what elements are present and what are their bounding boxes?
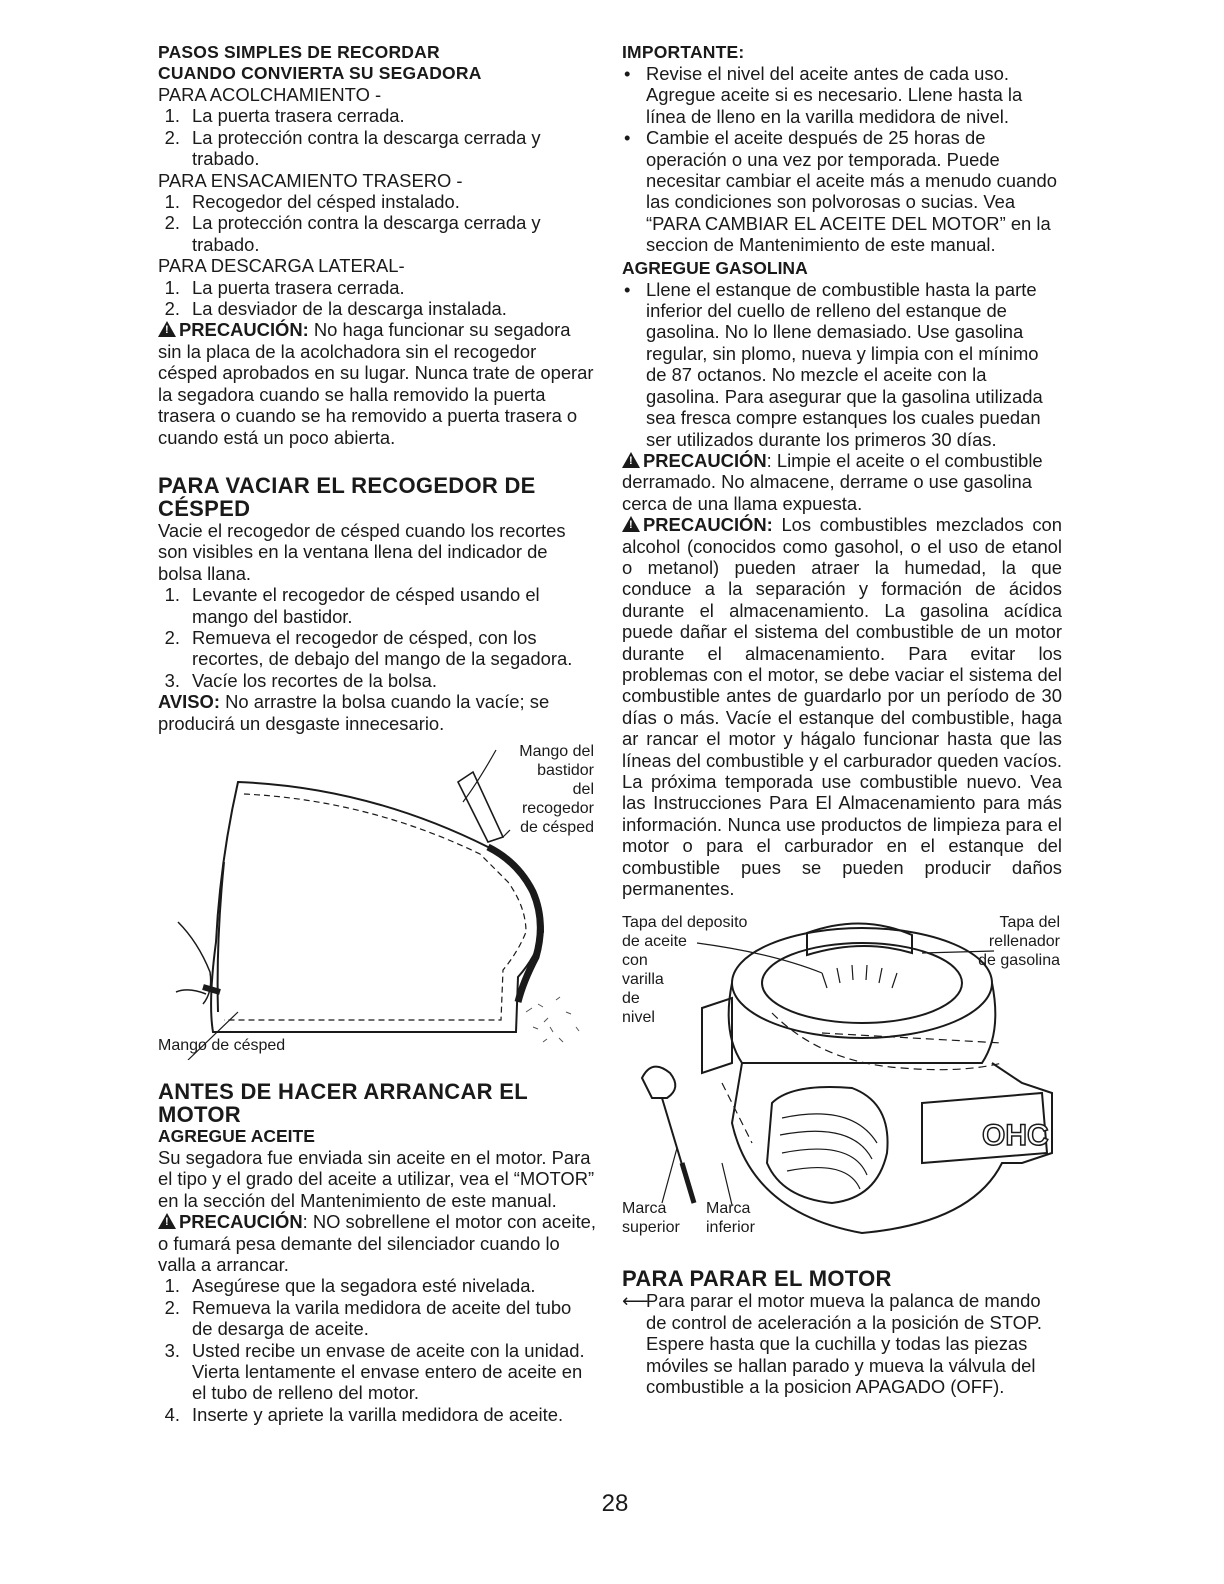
- subsection-add-oil: AGREGUE ACEITE: [158, 1125, 315, 1146]
- list-item: 1. Levante el recogedor de césped usando el mango del bastidor.: [164, 584, 540, 627]
- label-catcher-frame-handle: Mango del bastidor del recogedor de césped: [519, 742, 594, 836]
- list-item: 1. La puerta trasera cerrada.: [164, 105, 405, 127]
- list-item: 1. Asegúrese que la segadora esté nivelada.: [164, 1275, 536, 1297]
- list-item: 1. La puerta trasera cerrada.: [164, 276, 405, 298]
- list-item: 2. Remueva la varila medidora de aceite del tubo de desarga de aceite.: [164, 1296, 572, 1340]
- label-mower-handle: Mango de césped: [158, 1036, 286, 1054]
- stop-engine-text: ⟵ Para parar el motor mueva la palanca de mando de control de aceleración a la posición de STOP. Espere hasta que la cuchilla y todas las piezas móviles se hallan parado y mueva la válvula del combustible a la posicion APAGADO (OFF).: [622, 1290, 1042, 1398]
- notice-drag-bag: AVISO: No arrastre la bolsa cuando la vacíe; se producirá un desgaste innecesario.: [158, 691, 550, 734]
- label-oil-cap-dipstick: Tapa del deposito de aceite con varilla de nivel: [622, 914, 748, 1027]
- add-gas-list: [622, 279, 1062, 450]
- empty-catcher-intro: Vacie el recogedor de césped cuando los recortes son visibles en la ventana llena del indicador de bolsa llana.: [158, 519, 566, 584]
- arrow-left-icon: ⟵: [622, 1290, 649, 1312]
- list-item: • Revise el nivel del aceite antes de cada uso. Agregue aceite si es necesario. Llene hasta la línea de lleno en la varilla medidora de nivel.: [622, 63, 1062, 127]
- caution-mulch: !PRECAUCIÓN: No haga funcionar su segadora sin la placa de la acolchadora sin el recogedor césped aprobados en su lugar. Nunca trate de operar la segadora cuando se halla removido la puerta trasera o cuando se ha removido a puerta trasera o cuando está un poco abierta.: [158, 319, 596, 447]
- section-title-convert-2: CUANDO CONVIERTA SU SEGADORA: [158, 63, 482, 83]
- rear-bag-list: [158, 191, 596, 255]
- rear-bag-label: PARA ENSACAMIENTO TRASERO -: [158, 169, 463, 191]
- list-item: 3. Vacíe los recortes de la bolsa.: [164, 669, 437, 691]
- list-item: 4. Inserte y apriete la varilla medidora de aceite.: [164, 1403, 564, 1425]
- left-column: [158, 42, 596, 1425]
- mulch-label: PARA ACOLCHAMIENTO -: [158, 84, 382, 105]
- right-column: [622, 42, 1062, 1397]
- warning-triangle-icon: [158, 321, 176, 337]
- engine-badge: OHC: [982, 1119, 1049, 1153]
- page-number: 28: [601, 1490, 629, 1517]
- add-oil-intro: Su segadora fue enviada sin aceite en el motor. Para el tipo y el grado del aceite a utilizar, vea el “MOTOR” en la sección del Mantenimiento de este manual.: [158, 1146, 595, 1211]
- important-list: [622, 63, 1062, 256]
- warning-triangle-icon: [622, 452, 640, 468]
- section-title-before-start: ANTES DE HACER ARRANCAR EL MOTOR: [158, 1078, 528, 1127]
- caution-spill: !PRECAUCIÓN: Limpie el aceite o el combustible derramado. No almacene, derrame o use gasolina cerca de una llama expuesta.: [622, 450, 1062, 514]
- add-oil-list: [158, 1275, 596, 1425]
- section-title-stop-engine: PARA PARAR EL MOTOR: [622, 1266, 892, 1292]
- engine-figure: [622, 913, 1062, 1257]
- label-upper-mark: Marca superior: [622, 1200, 680, 1237]
- section-title-convert-1: PASOS SIMPLES DE RECORDAR: [158, 42, 440, 62]
- empty-catcher-list: [158, 584, 596, 691]
- section-title-important: IMPORTANTE:: [622, 42, 745, 62]
- mulch-list: [158, 105, 596, 169]
- list-item: 2. La desviador de la descarga instalada.: [164, 298, 507, 320]
- list-item: • Llene el estanque de combustible hasta la parte inferior del cuello de relleno del estanque de gasolina. No lo llene demasiado. Use gasolina regular, sin plomo, nueva y limpia con el mínimo de 87 octanos. No mezcle el aceite con la gasolina. Para asegurar que la gasolina utilizada sea fresca compre estanques los cuales puedan ser utilizados durante los primeros 30 días.: [622, 279, 1062, 450]
- list-item: 2. La protección contra la descarga cerrada y trabado.: [164, 212, 541, 255]
- side-discharge-label: PARA DESCARGA LATERAL-: [158, 255, 405, 277]
- list-item: 3. Usted recibe un envase de aceite con la unidad. Vierta lentamente el envase entero de aceite en el tubo de relleno del motor.: [164, 1339, 585, 1404]
- list-item: 1. Recogedor del césped instalado.: [164, 191, 460, 213]
- label-lower-mark: Marca inferior: [706, 1200, 755, 1237]
- caution-alcohol-fuel: !PRECAUCIÓN: Los combustibles mezclados con alcohol (conocidos como gasohol, o el uso de etanol o metanol) pueden atraer la humedad, la que conduce a la separación y formación de ácidos durante el almacenamiento. La gasolina acídica puede dañar el sistema del combustible de un motor durante el almacenamiento. Para evitar los problemas con el motor, se debe vaciar el sistema del combustible antes de guardarlo por un período de 30 días o más. Vacíe el estanque del combustible, haga ar rancar el motor y hágalo funcionar hasta que las líneas del combustible y el carburador queden vacíos. La próxima temporada use combustible nuevo. Vea las Instrucciones Para El Almacenamiento para más información. Nunca use productos de limpieza para el motor o para el carburador en el estanque del combustible pues se pueden producir daños permanentes.: [622, 514, 1062, 899]
- list-item: • Cambie el aceite después de 25 horas de operación o una vez por temporada. Puede necesitar cambiar el aceite más a menudo cuando las condiciones son polvorosas o sucias. Vea “PARA CAMBIAR EL ACEITE DEL MOTOR” en la seccion de Mantenimiento de este manual.: [622, 127, 1062, 255]
- grass-catcher-figure: [158, 742, 596, 1060]
- section-title-empty-catcher: PARA VACIAR EL RECOGEDOR DE CÉSPED: [158, 472, 536, 521]
- caution-oil: !PRECAUCIÓN: NO sobrellene el motor con aceite, o fumará pesa demante del silenciador cuando lo valla a arrancar.: [158, 1211, 596, 1275]
- warning-triangle-icon: [158, 1213, 176, 1229]
- section-title-add-gas: AGREGUE GASOLINA: [622, 257, 808, 278]
- label-fuel-cap: Tapa del rellenador de gasolina: [978, 914, 1060, 970]
- side-discharge-list: [158, 277, 596, 320]
- warning-triangle-icon: [622, 516, 640, 532]
- list-item: 2. La protección contra la descarga cerrada y trabado.: [164, 126, 541, 170]
- list-item: 2. Remueva el recogedor de césped, con los recortes, de debajo del mango de la segadora.: [164, 626, 573, 670]
